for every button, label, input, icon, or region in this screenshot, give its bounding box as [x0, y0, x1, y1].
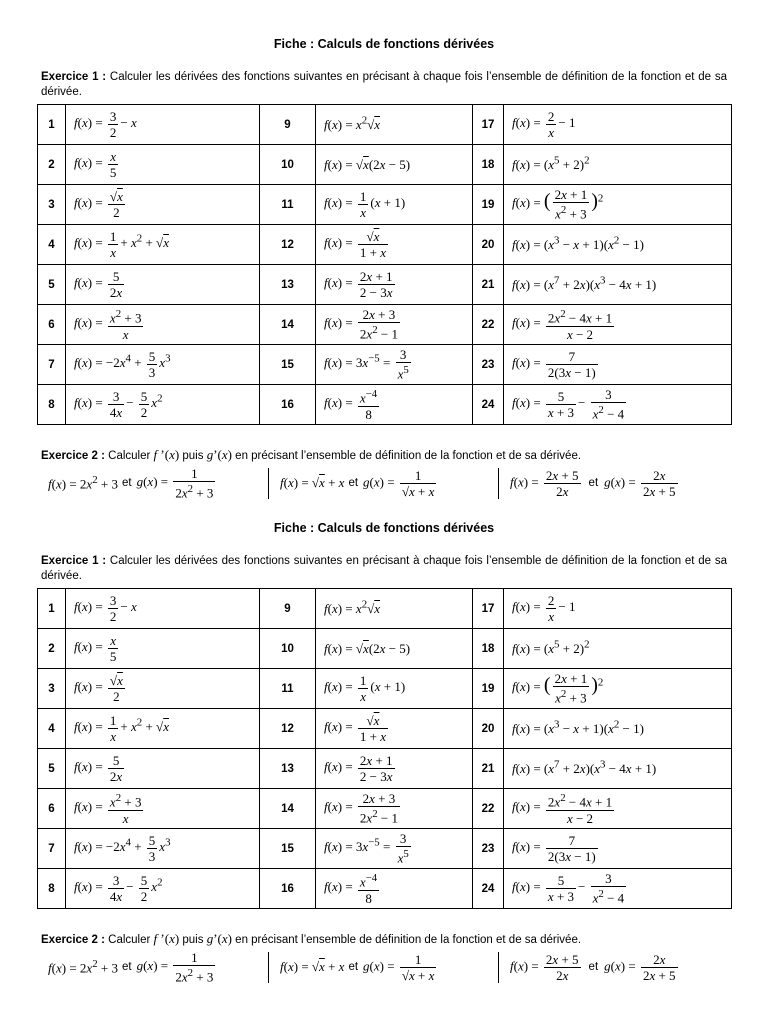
exercise-2-pair: f(x) = $\frac{2x + 5}{2x}$ et g(x) = $\frac{2x}{2x + 5}$	[510, 951, 676, 983]
function-expression: $f(x) = (x^7 + 2x)(x^3 - 4x + 1)$	[504, 265, 732, 305]
item-number: 1	[38, 105, 66, 145]
et-label: et	[588, 477, 599, 489]
item-number: 8	[38, 869, 66, 909]
exercise-2-pair: $f(x) = 2x^2 + 3$ et g(x) = $\frac{1}{2x^2 + 3}$	[48, 949, 214, 985]
item-number: 5	[38, 749, 66, 789]
item-number: 11	[260, 185, 316, 225]
exercise-2-label: Exercice 2 :	[41, 934, 105, 946]
function-expression: f(x) = $\frac{3}{2}$ − x	[66, 105, 260, 145]
function-expression: $f(x) = -2x^4$ + $\frac{5}{3}$ $x^3$	[66, 829, 260, 869]
exercise-1-instructions	[41, 70, 727, 100]
table-row	[38, 789, 732, 829]
function-expression: f(x) = $\frac{7}{2(3x - 1)}$	[504, 829, 732, 869]
separator	[498, 952, 499, 983]
et-label: et	[348, 961, 359, 973]
function-expression: f(x) = $\frac{7}{2(3x - 1)}$	[504, 345, 732, 385]
item-number: 24	[473, 385, 504, 425]
function-expression: f(x) = ( $\frac{2x + 1}{x^2 + 3}$ )$^2$	[504, 185, 732, 225]
item-number: 3	[38, 185, 66, 225]
function-expression: f(x) = $\frac{x}{5}$	[66, 629, 260, 669]
function-expression: f(x) = $\frac{2x + 3}{2x^2 - 1}$	[316, 789, 473, 829]
item-number: 13	[260, 749, 316, 789]
item-number: 21	[473, 749, 504, 789]
exercise-1-text: Calculer les dérivées des fonctions suivantes en précisant à chaque fois l’ensemble de définition de la fonction et de sa dérivée.	[41, 71, 727, 98]
et-label: et	[348, 477, 359, 489]
functions-table	[37, 104, 732, 425]
item-number: 23	[473, 345, 504, 385]
exercise-1-text: Calculer les dérivées des fonctions suivantes en précisant à chaque fois l’ensemble de définition de la fonction et de sa dérivée.	[41, 555, 727, 582]
item-number: 18	[473, 145, 504, 185]
separator	[268, 468, 269, 499]
exercise-1-instructions	[41, 554, 727, 584]
exercise-2-calc: Calculer	[104, 450, 154, 462]
function-expression: $f(x) = (x^5 + 2)^2$	[504, 145, 732, 185]
function-expression: $f(x) = 3x^{-5}$ = $\frac{3}{x^5}$	[316, 829, 473, 869]
item-number: 16	[260, 385, 316, 425]
exercise-2-pair: f(x) = √x + x et g(x) = $\frac{1}{√x + x}$	[280, 951, 435, 983]
table-row	[38, 829, 732, 869]
function-expression: $f(x) = -2x^4$ + $\frac{5}{3}$ $x^3$	[66, 345, 260, 385]
exercise-2-pair: f(x) = $\frac{2x + 5}{2x}$ et g(x) = $\frac{2x}{2x + 5}$	[510, 467, 676, 499]
separator	[268, 952, 269, 983]
function-expression: f(x) = $\frac{1}{x}$ (x + 1)	[316, 669, 473, 709]
item-number: 4	[38, 709, 66, 749]
table-row	[38, 145, 732, 185]
function-expression: f(x) = $\frac{2}{x}$ − 1	[504, 589, 732, 629]
item-number: 6	[38, 305, 66, 345]
function-expression: f(x) = √x(2x − 5)	[316, 629, 473, 669]
et-label: et	[121, 477, 132, 489]
item-number: 22	[473, 305, 504, 345]
function-expression: f(x) = ( $\frac{2x + 1}{x^2 + 3}$ )$^2$	[504, 669, 732, 709]
function-expression: f(x) = $\frac{x}{5}$	[66, 145, 260, 185]
item-number: 10	[260, 629, 316, 669]
item-number: 20	[473, 225, 504, 265]
exercise-2-instructions: Exercice 2 : Calculer f ’(x) puis g’(x) en précisant l’ensemble de définition de la fonction et de sa dérivée.	[41, 931, 582, 946]
exercise-2-puis: puis	[179, 450, 207, 462]
function-expression: f(x) = $\frac{x^{-4}}{8}$	[316, 869, 473, 909]
table-row	[38, 749, 732, 789]
table-row	[38, 589, 732, 629]
table-row	[38, 265, 732, 305]
item-number: 19	[473, 669, 504, 709]
item-number: 11	[260, 669, 316, 709]
item-number: 7	[38, 345, 66, 385]
function-expression: f(x) = $\frac{5}{x + 3}$ − $\frac{3}{x^2 - 4}$	[504, 869, 732, 909]
item-number: 12	[260, 709, 316, 749]
function-expression: $f(x) = x^2√x$	[316, 589, 473, 629]
item-number: 20	[473, 709, 504, 749]
function-expression: f(x) = $\frac{3}{4x}$ − $\frac{5}{2}$ $x^2$	[66, 385, 260, 425]
table-row	[38, 385, 732, 425]
item-number: 15	[260, 345, 316, 385]
function-expression: $f(x) = (x^3 - x + 1)(x^2 - 1)$	[504, 225, 732, 265]
function-expression: f(x) = $\frac{√x}{1 + x}$	[316, 709, 473, 749]
et-label: et	[588, 961, 599, 973]
function-expression: f(x) = $\frac{√x}{2}$	[66, 185, 260, 225]
function-expression: f(x) = $\frac{x^2 + 3}{x}$	[66, 305, 260, 345]
item-number: 10	[260, 145, 316, 185]
function-expression: $f(x) = (x^5 + 2)^2$	[504, 629, 732, 669]
function-expression: f(x) = $\frac{√x}{2}$	[66, 669, 260, 709]
function-expression: f(x) = $\frac{3}{2}$ − x	[66, 589, 260, 629]
exercise-2-rest: en précisant l’ensemble de définition de la fonction et de sa dérivée.	[231, 450, 582, 462]
exercise-2-instructions: Exercice 2 : Calculer f ’(x) puis g’(x) en précisant l’ensemble de définition de la fonction et de sa dérivée.	[41, 447, 582, 462]
table-row	[38, 305, 732, 345]
function-expression: f(x) = √x(2x − 5)	[316, 145, 473, 185]
function-expression: $f(x) = 3x^{-5}$ = $\frac{3}{x^5}$	[316, 345, 473, 385]
exercise-2-calc: Calculer	[104, 934, 154, 946]
exercise-2-pair: f(x) = √x + x et g(x) = $\frac{1}{√x + x}$	[280, 467, 435, 499]
function-expression: f(x) = $\frac{x^{-4}}{8}$	[316, 385, 473, 425]
function-expression: f(x) = $\frac{5}{2x}$	[66, 265, 260, 305]
item-number: 6	[38, 789, 66, 829]
function-expression: f(x) = $\frac{√x}{1 + x}$	[316, 225, 473, 265]
exercise-2-functions	[0, 463, 768, 503]
function-expression: $f(x) = x^2√x$	[316, 105, 473, 145]
item-number: 5	[38, 265, 66, 305]
function-expression: f(x) = $\frac{2x + 1}{2 - 3x}$	[316, 749, 473, 789]
table-row	[38, 185, 732, 225]
function-expression: f(x) = $\frac{5}{2x}$	[66, 749, 260, 789]
item-number: 18	[473, 629, 504, 669]
exercise-2-functions	[0, 947, 768, 987]
page-title: Fiche : Calculs de fonctions dérivées	[273, 521, 495, 535]
function-expression: $f(x) = (x^3 - x + 1)(x^2 - 1)$	[504, 709, 732, 749]
exercise-2-rest: en précisant l’ensemble de définition de la fonction et de sa dérivée.	[231, 934, 582, 946]
function-expression: f(x) = $\frac{2x + 3}{2x^2 - 1}$	[316, 305, 473, 345]
functions-table	[37, 588, 732, 909]
table-row	[38, 345, 732, 385]
function-expression: f(x) = $\frac{2x + 1}{2 - 3x}$	[316, 265, 473, 305]
function-expression: f(x) = $\frac{2}{x}$ − 1	[504, 105, 732, 145]
item-number: 22	[473, 789, 504, 829]
item-number: 4	[38, 225, 66, 265]
item-number: 19	[473, 185, 504, 225]
exercise-2-pair: $f(x) = 2x^2 + 3$ et g(x) = $\frac{1}{2x^2 + 3}$	[48, 465, 214, 501]
table-row	[38, 629, 732, 669]
item-number: 8	[38, 385, 66, 425]
item-number: 23	[473, 829, 504, 869]
table-row	[38, 869, 732, 909]
function-expression: f(x) = $\frac{5}{x + 3}$ − $\frac{3}{x^2 - 4}$	[504, 385, 732, 425]
item-number: 17	[473, 105, 504, 145]
exercise-2-label: Exercice 2 :	[41, 450, 105, 462]
separator	[498, 468, 499, 499]
table-row	[38, 225, 732, 265]
item-number: 7	[38, 829, 66, 869]
page-title: Fiche : Calculs de fonctions dérivées	[273, 37, 495, 51]
item-number: 14	[260, 305, 316, 345]
item-number: 9	[260, 105, 316, 145]
table-row	[38, 669, 732, 709]
function-expression: $f(x) = (x^7 + 2x)(x^3 - 4x + 1)$	[504, 749, 732, 789]
item-number: 17	[473, 589, 504, 629]
exercise-1-label: Exercice 1 :	[41, 71, 107, 83]
item-number: 14	[260, 789, 316, 829]
exercise-2-puis: puis	[179, 934, 207, 946]
item-number: 1	[38, 589, 66, 629]
item-number: 13	[260, 265, 316, 305]
function-expression: f(x) = $\frac{2x^2 - 4x + 1}{x - 2}$	[504, 305, 732, 345]
et-label: et	[121, 961, 132, 973]
item-number: 15	[260, 829, 316, 869]
item-number: 24	[473, 869, 504, 909]
function-expression: f(x) = $\frac{1}{x}$ + $x^2 + √x$	[66, 225, 260, 265]
table-row	[38, 709, 732, 749]
function-expression: f(x) = $\frac{1}{x}$ (x + 1)	[316, 185, 473, 225]
item-number: 16	[260, 869, 316, 909]
function-expression: f(x) = $\frac{3}{4x}$ − $\frac{5}{2}$ $x^2$	[66, 869, 260, 909]
item-number: 12	[260, 225, 316, 265]
item-number: 9	[260, 589, 316, 629]
item-number: 3	[38, 669, 66, 709]
item-number: 21	[473, 265, 504, 305]
table-row	[38, 105, 732, 145]
function-expression: f(x) = $\frac{1}{x}$ + $x^2 + √x$	[66, 709, 260, 749]
exercise-1-label: Exercice 1 :	[41, 555, 107, 567]
function-expression: f(x) = $\frac{2x^2 - 4x + 1}{x - 2}$	[504, 789, 732, 829]
item-number: 2	[38, 629, 66, 669]
item-number: 2	[38, 145, 66, 185]
function-expression: f(x) = $\frac{x^2 + 3}{x}$	[66, 789, 260, 829]
